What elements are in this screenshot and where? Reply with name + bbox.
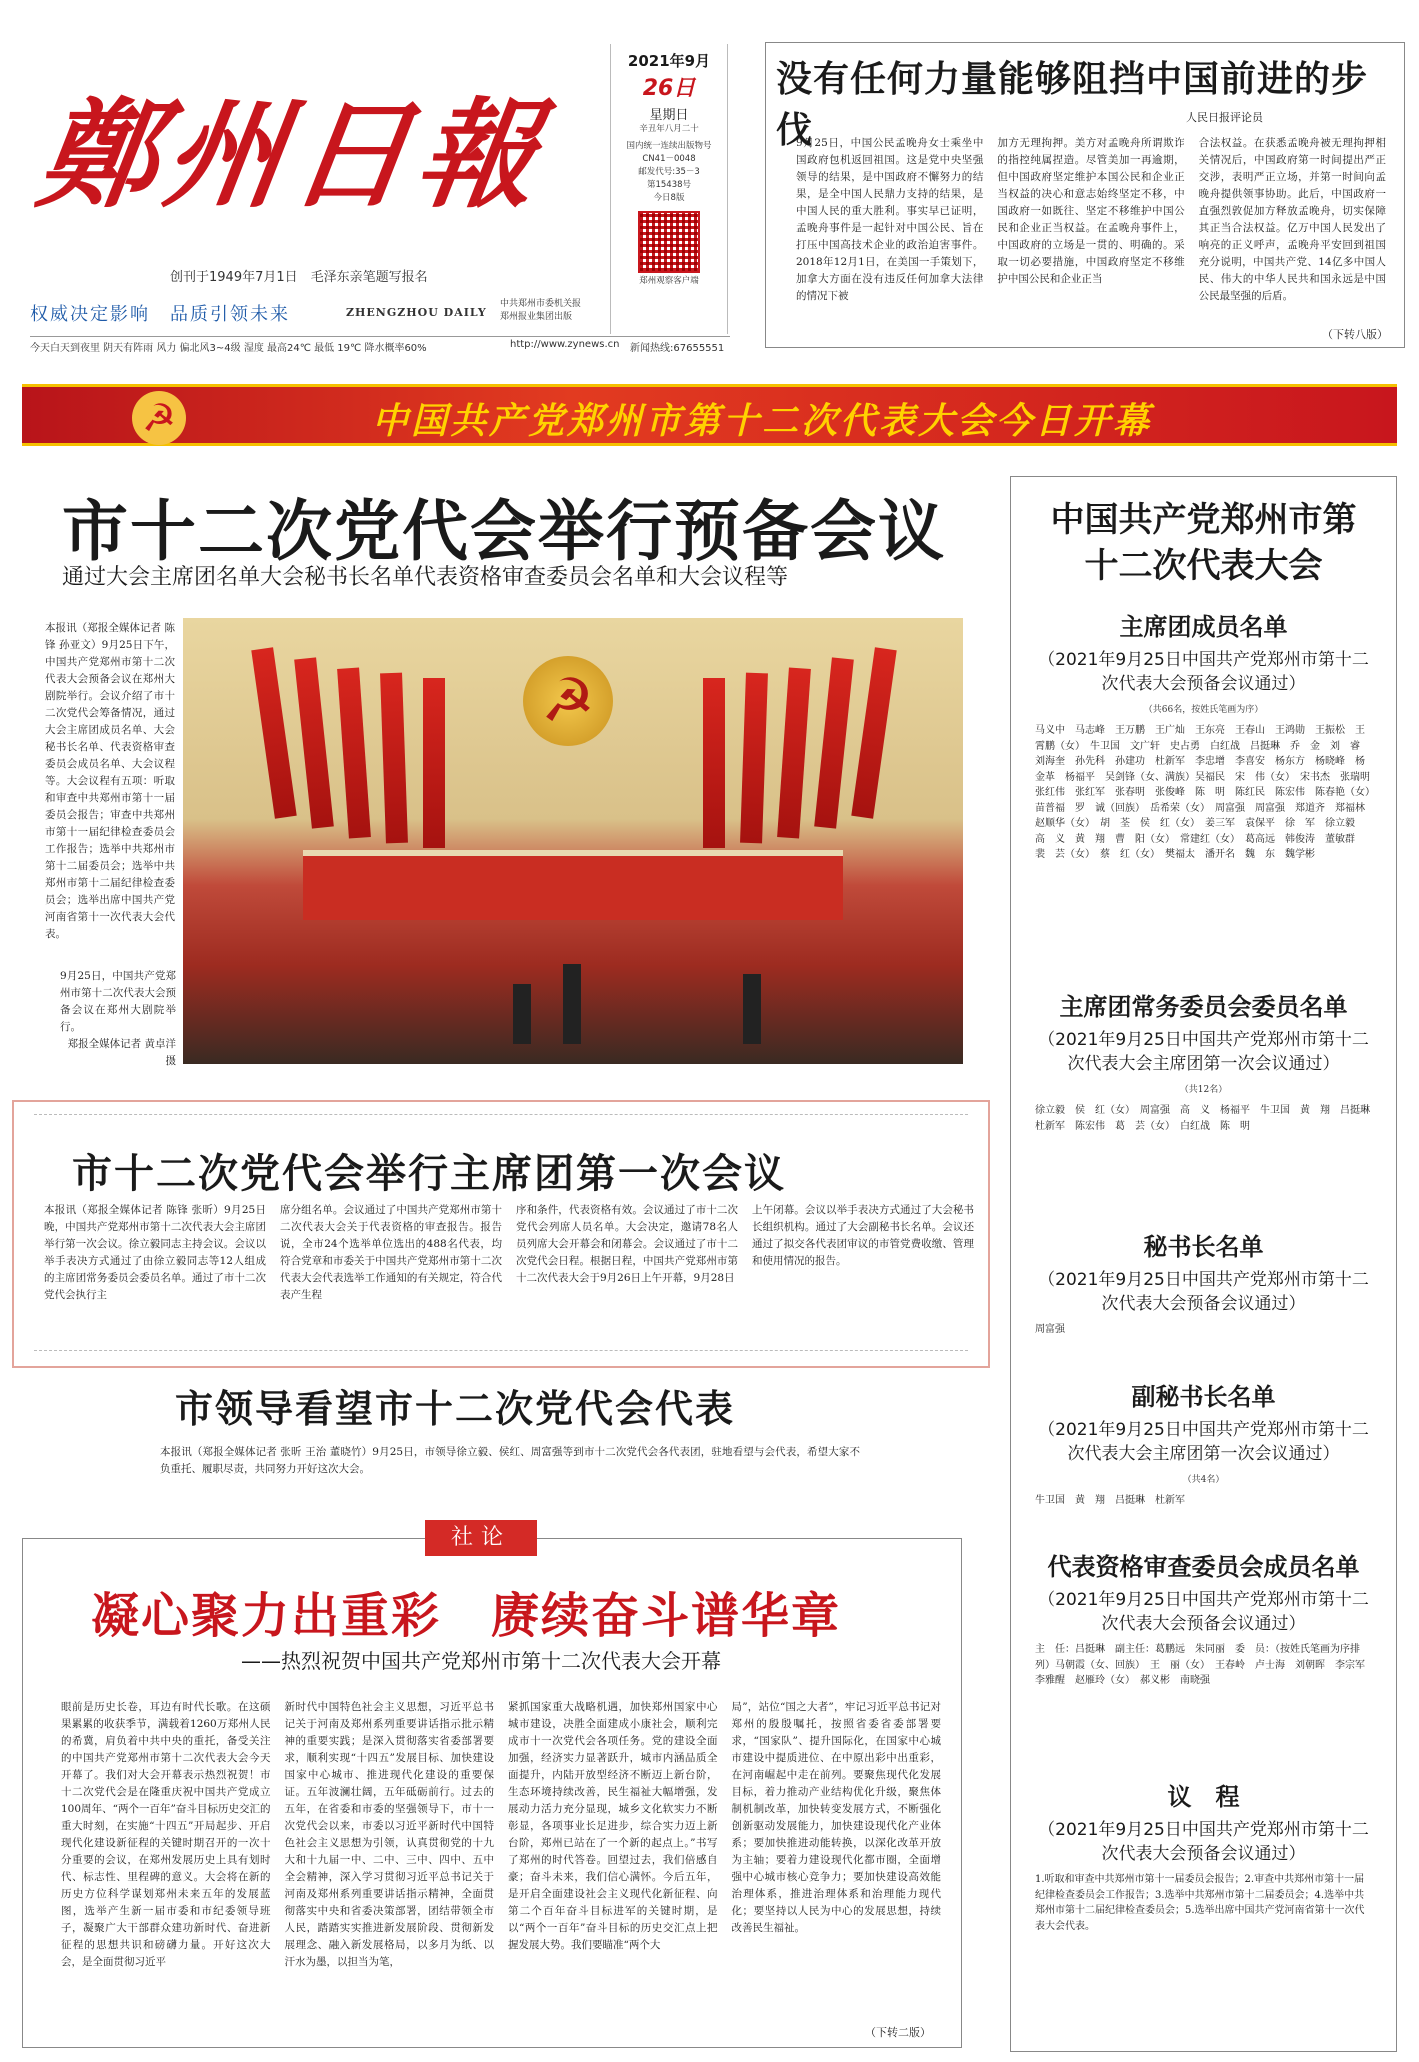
roster-section xyxy=(1011,1377,1396,1509)
stage xyxy=(303,850,843,920)
roster-names: 徐立毅 侯 红（女） 周富强 高 义 杨福平 牛卫国 黄 翔 吕挺琳 杜新军 陈宏伟 葛 芸（女） 白红战 陈 明 xyxy=(1035,1105,1380,1132)
visit-headline: 市领导看望市十二次党代会代表 xyxy=(175,1387,736,1431)
presidium-story-box xyxy=(12,1100,990,1368)
roster-note: （2021年9月25日中国共产党郑州市第十二次代表大会预备会议通过） xyxy=(1038,1270,1369,1314)
roster-names: 1.听取和审查中共郑州市第十一届委员会报告；2.审查中共郑州市第十一届纪律检查委员会工作报告；3.选举中共郑州市第十二届委员会；4.选举中共郑州市第十二届纪律检查委员会；5.选举出席中国共产党河南省第十一次代表大会代表。 xyxy=(1035,1874,1365,1932)
editorial-col-1: 眼前是历史长卷，耳边有时代长歌。在这硕果累累的收获季节，满载着1260万郑州人民的希冀，肩负着中共中央的重托，备受关注的中国共产党郑州市第十二次代表大会今天开幕了。我们对大会开幕表示热烈祝贺！市十二次党代会是在隆重庆祝中国共产党成立100周年、“两个一百年”奋斗目标历史交汇的重大时刻，在实施“十四五”开局起步、开启现代化建设新征程的关键时期召开的一次十分重要的会议，在郑州发展历史上具有划时代、标志性、里程碑的意义。大会将在新的历史方位科学谋划郑州未来五年的发展蓝图，选举产生新一届市委和市纪委领导班子，凝聚广大干部群众建功新时代、奋进新征程的思想共识和磅礴力量。开好这次大会，是全面贯彻习近平 xyxy=(61,1701,271,1968)
presidium-col-2: 席分组名单。会议通过了中国共产党郑州市第十二次代表大会关于代表资格的审查报告。报告说，全市24个选举单位选出的488名代表，均符合党章和市委关于中国共产党郑州市第十二次代表大会代表选举工作通知的有关规定，符合代表产生程 xyxy=(280,1204,502,1301)
roster-note: （2021年9月25日中国共产党郑州市第十二次代表大会主席团第一次会议通过） xyxy=(1038,1030,1369,1074)
editorial-col-2: 新时代中国特色社会主义思想，习近平总书记关于河南及郑州系列重要讲话指示批示精神的重要实践；是深入贯彻落实省委部署要求，顺利实现“十四五”发展目标、加快建设国家中心城市、推进现代化建设的重要保证。五年波澜壮阔，五年砥砺前行。过去的五年，在省委和市委的坚强领导下，市十一次党代会以来，市委以习近平新时代中国特色社会主义思想为引领，认真贯彻党的十九大和十九届一中、二中、三中、四中、五中全会精神，深入学习贯彻习近平总书记关于河南及郑州系列重要讲话指示精神，全面贯彻落实中央和省委决策部署，团结带领全市人民，踏踏实实推进新发展阶段、贯彻新发展理念、融入新发展格局，以多月为纸、以汗水为墨，以担当为笔， xyxy=(284,1701,494,1968)
weather-bar xyxy=(30,336,730,354)
roster-heading: 主席团成员名单 xyxy=(1119,613,1288,641)
roster-names: 周富强 xyxy=(1035,1324,1065,1335)
serial-number: CN41－0048 xyxy=(642,154,696,164)
presidium-col-4: 上午闭幕。会议以举手表决方式通过了大会秘书长组织机构。通过了大会副秘书长名单。会议还通过了拟交各代表团审议的市管党费收缴、管理和使用情况的报告。 xyxy=(752,1204,974,1267)
page-count: 今日8版 xyxy=(653,193,685,203)
date-year-month: 2021年9月 xyxy=(627,52,711,70)
right-column xyxy=(1010,476,1397,2052)
roster-heading: 议 程 xyxy=(1167,1783,1240,1811)
stage-emblem-icon: ☭ xyxy=(523,656,613,746)
lead-subheadline: 通过大会主席团名单大会秘书长名单代表资格审查委员会名单和大会议程等 xyxy=(62,565,789,590)
hotline: 新闻热线:67655551 xyxy=(630,343,725,354)
website-link[interactable]: http://www.zynews.cn xyxy=(510,339,620,350)
qr-caption: 郑州观察客户端 xyxy=(639,276,699,286)
roster-names: 马义中 马志峰 王万鹏 王广灿 王东亮 王春山 王鸿勋 王振松 王霄鹏（女） 牛卫国 文广轩 史占勇 白红战 吕挺琳 乔 金 刘 睿 刘海奎 孙先科 孙建功 杜新军 李忠增 李喜安 杨东方 杨晓峰 杨金革 杨福平 吴剑锋（女、满族）吴福民 宋 伟（女） 宋书杰 张瑞明 张红伟 张红军 张春明 张俊峰 陈 明 陈红民 陈宏伟 陈春艳（女） 苗普福 罗 诚（回族） 岳希荣（女） 周富强 周富强 郑道齐 郑福林 赵顺华（女） 胡 荃 侯 红（女） 姜三军 袁保平 徐 军 徐立毅 高 义 黄 翔 曹 阳（女） 常建红（女） 葛高远 韩俊涛 董敏群 裴 芸（女） 蔡 红（女） 樊福太 潘开名 魏 东 魏学彬 xyxy=(1035,725,1380,860)
commentary-continued: （下转八版） xyxy=(1322,328,1388,341)
right-column-title: 中国共产党郑州市第十二次代表大会 xyxy=(1050,500,1357,586)
commentary-col-1: 9月25日，中国公民孟晚舟女士乘坐中国政府包机返回祖国。这是党中央坚强领导的结果，是中国政府不懈努力的结果，是全中国人民鼎力支持的结果，是中国人民的重大胜利。事实早已证明，孟晚舟事件是一起针对中国公民、旨在打压中国高技术企业的政治迫害事件。2018年12月1日，在美国一手策划下，加拿大方面在没有违反任何加拿大法律的情况下被 xyxy=(796,137,984,302)
editorial-col-4: 局”，站位“国之大者”，牢记习近平总书记对郑州的殷殷嘱托，按照省委省委部署要求，“国家队”、提升国际化，在国家中心城市建设中提质进位、在中原出彩中出重彩，在河南崛起中走在前列。要聚焦现代化发展目标，着力推动产业结构优化升级，聚焦体制机制改革，加快转变发展方式，不断强化创新驱动发展能力，加快建设现代化产业体系；要加快推进动能转换，以深化改革开放为主轴；要着力建设现代化都市圈，全面增强中心城市核心竞争力；要加快建设高效能治理体系，推进治理体系和治理能力现代化；要坚持以人民为中心的发展思想，持续改善民生福祉。 xyxy=(731,1701,941,1934)
roster-section xyxy=(1011,1547,1396,1689)
roster-note: （2021年9月25日中国共产党郑州市第十二次代表大会主席团第一次会议通过） xyxy=(1038,1420,1369,1464)
meeting-photo xyxy=(183,618,963,1064)
postal-code: 邮发代号:35－3 xyxy=(638,167,700,177)
roster-section xyxy=(1011,607,1396,863)
presidium-col-3: 序和条件，代表资格有效。会议通过了市十二次党代会列席人员名单。大会决定，邀请78名人员列席大会开幕会和闭幕会。会议通过了市十二次党代会日程。根据日程，中国共产党郑州市第十二次代表大会于9月26日上午开幕，9月28日 xyxy=(516,1204,738,1284)
roster-note: （2021年9月25日中国共产党郑州市第十二次代表大会预备会议通过） xyxy=(1038,1590,1369,1634)
presidium-col-1: 本报讯（郑报全媒体记者 陈锋 张昕）9月25日晚，中国共产党郑州市第十二次代表大会主席团举行第一次会议。徐立毅同志主持会议。会议以举手表决方式通过了由徐立毅同志等12人组成的主席团常务委员会委员名单。通过了市十二次党代会执行主 xyxy=(44,1204,266,1301)
editorial-col-3: 紧抓国家重大战略机遇，加快郑州国家中心城市建设，决胜全面建成小康社会，顺利完成市十一次党代会各项任务。党的建设全面加强，经济实力显著跃升，城市内涵品质全面提升，内陆开放型经济不断迈上新台阶，生态环境持续改善，民生福祉大幅增强，发展动力活力充分显现，城乡文化软实力不断彰显，各项事业长足进步，综合实力迈上新台阶，郑州已站在了一个新的起点上。”书写了郑州的时代答卷。回望过去，我们倍感自豪；奋斗未来，我们信心满怀。今后五年，是开启全面建设社会主义现代化新征程、向第二个百年奋斗目标进军的关键时期，是以“两个一百年”奋斗目标的历史交汇点上把握发展大势。我们要瞄准“两个大 xyxy=(508,1701,718,1951)
party-emblem-icon: ☭ xyxy=(132,391,186,445)
congress-banner xyxy=(22,384,1397,446)
photo-credit: 郑报全媒体记者 黄卓洋 摄 xyxy=(67,1038,176,1067)
roster-note: （2021年9月25日中国共产党郑州市第十二次代表大会预备会议通过） xyxy=(1038,650,1369,694)
roster-count: （共4名） xyxy=(1182,1475,1225,1485)
date-box xyxy=(610,44,728,334)
weather-text: 今天白天到夜里 阴天有阵雨 风力 偏北风3~4级 湿度 最高24℃ 最低 19℃ 降水概率60% xyxy=(30,343,427,354)
photo-caption-text: 9月25日，中国共产党郑州市第十二次代表大会预备会议在郑州大剧院举行。 xyxy=(60,970,176,1033)
roster-heading: 主席团常务委员会委员名单 xyxy=(1059,993,1348,1021)
banner-text: 中国共产党郑州市第十二次代表大会今日开幕 xyxy=(372,400,1153,442)
editorial-label: 社论 xyxy=(425,1520,537,1556)
roster-section xyxy=(1011,1227,1396,1338)
date-weekday: 星期日 xyxy=(649,108,689,123)
roster-count: （共12名） xyxy=(1179,1085,1228,1095)
serial-label: 国内统一连续出版物号 xyxy=(626,141,712,151)
roster-names: 牛卫国 黄 翔 吕挺琳 杜新军 xyxy=(1035,1495,1185,1506)
lunar-date: 辛丑年八月二十 xyxy=(639,124,699,134)
roster-section xyxy=(1011,1777,1396,1934)
commentary-col-3: 合法权益。在获悉孟晚舟被无理拘押相关情况后，中国政府第一时间提出严正交涉，表明严正立场，并第一时间向孟晚舟提供领事协助。此后，中国政府一直强烈敦促加方释放孟晚舟，切实保障其正当合法权益。亿万中国人民发出了响亮的正义呼声，孟晚舟平安回到祖国充分说明，中国共产党、14亿多中国人民、伟大的中华人民共和国永远是中国公民最坚强的后盾。 xyxy=(1198,137,1386,302)
presidium-headline: 市十二次党代会举行主席团第一次会议 xyxy=(72,1151,786,1197)
editorial-box xyxy=(22,1538,962,2048)
slogan: 权威决定影响 品质引领未来 xyxy=(30,304,290,325)
roster-names: 主 任：吕挺琳 副主任：葛鹏远 朱同丽 委 员：（按姓氏笔画为序排列）马朝霞（女、回族） 王 丽（女） 王春岭 卢士海 刘朝晖 李宗军 李雅醒 赵雁玲（女） 郝义彬 南晓强 xyxy=(1035,1644,1375,1686)
lead-story: 本报讯（郑报全媒体记者 陈锋 孙亚文）9月25日下午，中国共产党郑州市第十二次代表大会预备会议在郑州大剧院举行。会议介绍了市十二次党代会筹备情况，通过大会主席团成员名单、大会秘书长名单、代表资格审查委员会成员名单、大会议程等。大会议程有五项：听取和审查中共郑州市第十一届委员会报告；审查中共郑州市第十一届纪律检查委员会工作报告；选举中共郑州市第十二届委员会；选举中共郑州市第十二届纪律检查委员会；选举出席中国共产党河南省第十一次代表大会代表。 xyxy=(45,622,175,940)
lead-headline: 市十二次党代会举行预备会议 xyxy=(62,493,946,570)
publisher-note: 中共郑州市委机关报 郑州报业集团出版 xyxy=(500,299,582,322)
issue-number: 第15438号 xyxy=(646,180,692,190)
qr-code[interactable] xyxy=(638,211,700,273)
date-day: 26日 xyxy=(642,76,696,101)
commentary-title: 没有任何力量能够阻挡中国前进的步伐 xyxy=(776,59,1369,151)
masthead-logo: 鄭州日報 xyxy=(30,85,554,224)
roster-count: （共66名，按姓氏笔画为序） xyxy=(1143,705,1264,715)
roster-heading: 副秘书长名单 xyxy=(1131,1383,1276,1411)
roster-section xyxy=(1011,987,1396,1134)
roster-heading: 代表资格审查委员会成员名单 xyxy=(1047,1553,1360,1581)
english-name: ZHENGZHOU DAILY xyxy=(346,306,487,319)
photo-caption xyxy=(60,968,176,1070)
roster-heading: 秘书长名单 xyxy=(1143,1233,1264,1261)
editorial-subtitle: ——热烈祝贺中国共产党郑州市第十二次代表大会开幕 xyxy=(241,1649,721,1673)
founding-note: 创刊于1949年7月1日 毛泽东亲笔题写报名 xyxy=(170,270,428,285)
commentary-byline: 人民日报评论员 xyxy=(1186,111,1263,124)
commentary-col-2: 加方无理拘押。美方对孟晚舟所谓欺诈的指控纯属捏造。尽管美加一再逾期，但中国政府坚定维护本国公民和企业正当权益的决心和意志始终坚定不移，中国政府一如既往、坚定不移维护中国公民和企业正当权益。在孟晚舟事件上，中国政府的立场是一贯的、明确的。采取一切必要措施，中国政府坚定不移维护中国公民和企业正当 xyxy=(997,137,1185,285)
commentary-box xyxy=(765,42,1405,348)
editorial-title: 凝心聚力出重彩 赓续奋斗谱华章 xyxy=(91,1588,842,1644)
roster-note: （2021年9月25日中国共产党郑州市第十二次代表大会预备会议通过） xyxy=(1038,1820,1369,1864)
editorial-continued: （下转二版） xyxy=(865,2026,931,2039)
visit-story: 本报讯（郑报全媒体记者 张昕 王治 董晓竹）9月25日，市领导徐立毅、侯红、周富强等到市十二次党代会各代表团，驻地看望与会代表，希望大家不负重托、履职尽责，共同努力开好这次大会。 xyxy=(160,1446,860,1475)
